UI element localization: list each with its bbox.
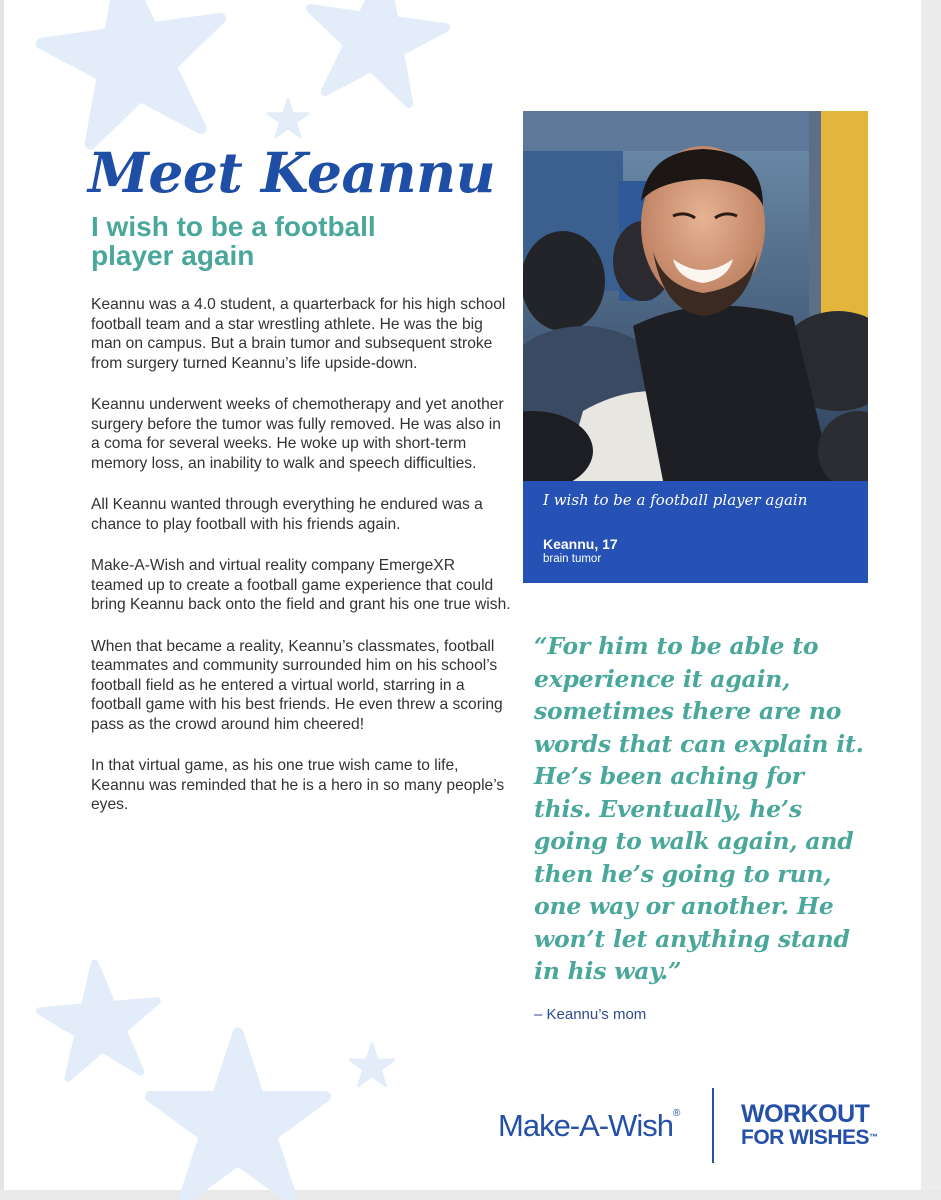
- star-icon: [350, 1044, 394, 1086]
- story-paragraph: Keannu underwent weeks of chemotherapy and yet another surgery before the tumor was fully removed. He was also in a coma for several weeks. He woke up with short-term memory loss, an inability to walk and speech difficulties.: [91, 396, 504, 472]
- trademark-mark: ™: [869, 1132, 878, 1142]
- story-paragraph: All Keannu wanted through everything he endured was a chance to play football with his friends again.: [91, 496, 483, 533]
- logo-divider: [712, 1088, 714, 1163]
- story-paragraph: In that virtual game, as his one true wish came to life, Keannu was reminded that he is a hero in so many people’s eyes.: [91, 757, 505, 813]
- page-title: Meet Keannu: [88, 140, 496, 205]
- registered-mark: ®: [673, 1108, 681, 1119]
- workout-logo-line2: [741, 1126, 878, 1149]
- star-icon: [150, 1033, 325, 1199]
- story-paragraph: Make-A-Wish and virtual reality company EmergeXR teamed up to create a football game experience that could bring Keannu back onto the field and grant his one true wish.: [91, 557, 511, 613]
- workout-for-wishes-logo: [741, 1100, 878, 1149]
- story-paragraph: Keannu was a 4.0 student, a quarterback for his high school football team and a star wrestling athlete. He was the big man on campus. But a brain tumor and subsequent stroke from surgery turned Keannu’s life upside-down.: [91, 296, 506, 372]
- photo-caption-name: Keannu, 17: [543, 536, 618, 552]
- pull-quote: “For him to be able to experience it again, sometimes there are no words that can explain it. He’s been aching for this. Eventually, he’s going to walk again, and then he’s going to run, one way or another. He won’t let anything stand in his way.”: [534, 632, 864, 985]
- story-paragraph: When that became a reality, Keannu’s classmates, football teammates and community surrounded him on his school’s football field as he entered a virtual world, starring in a football game with his best friends. He even threw a scoring pass as the crowd around him cheered!: [91, 637, 503, 733]
- photo-card: [523, 111, 868, 583]
- star-icon: [299, 0, 453, 107]
- page-subtitle: I wish to be a football player again: [91, 211, 376, 271]
- star-icon: [268, 99, 308, 137]
- make-a-wish-logo: [498, 1108, 680, 1144]
- make-a-wish-logo-text: Make-A-Wish: [498, 1108, 674, 1143]
- workout-logo-line2-text: FOR WISHES: [741, 1126, 870, 1149]
- keannu-photo: [523, 111, 868, 481]
- star-icon: [36, 958, 163, 1080]
- photo-caption-condition: brain tumor: [543, 553, 602, 565]
- story-body: [91, 295, 511, 837]
- quote-attribution: – Keannu’s mom: [534, 1006, 647, 1023]
- star-icon: [32, 0, 235, 149]
- photo-caption-quote: I wish to be a football player again: [543, 491, 808, 509]
- workout-logo-line1: WORKOUT: [741, 1100, 870, 1128]
